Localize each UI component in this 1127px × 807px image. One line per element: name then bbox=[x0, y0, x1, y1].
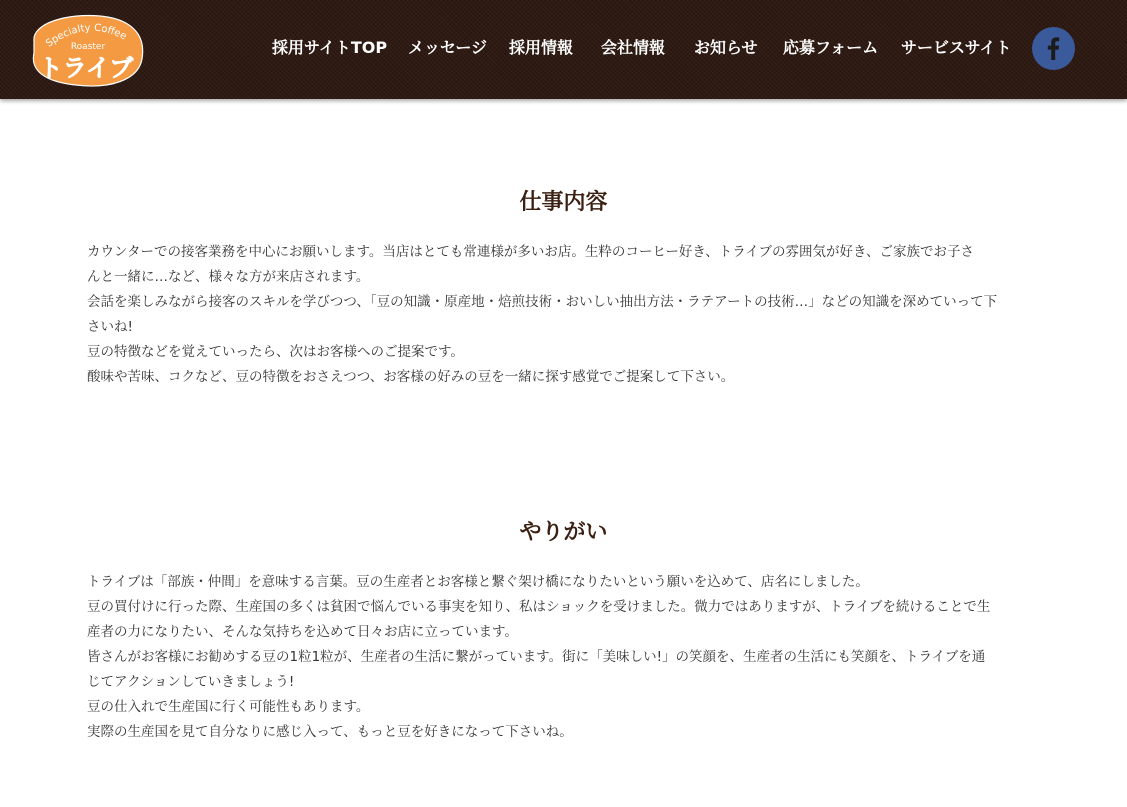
paragraph-line: 実際の生産国を見て自分なりに感じ入って、もっと豆を好きになって下さいね。 bbox=[87, 724, 573, 740]
rewarding-points-text bbox=[87, 570, 1037, 745]
nav-message[interactable]: メッセージ bbox=[408, 38, 488, 57]
paragraph-line: 皆さんがお客様にお勧めする豆の1粒1粒が、生産者の生活に繋がっています。街に「美味しい!」の笑顔を、生産者の生活にも笑顔を、トライブを通 bbox=[87, 649, 986, 665]
nav-recruitment-info[interactable]: 採用情報 bbox=[509, 38, 574, 57]
nav-recruit-top[interactable]: 採用サイトTOP bbox=[272, 38, 388, 57]
section-title-job-description: 仕事内容 bbox=[519, 190, 608, 215]
paragraph-line: 酸味や苦味、コクなど、豆の特徴をおさえつつ、お客様の好みの豆を一緒に探す感覚でご提案して下さい。 bbox=[87, 369, 735, 385]
nav-company-info[interactable]: 会社情報 bbox=[601, 38, 666, 57]
paragraph-line: さいね! bbox=[87, 319, 133, 335]
facebook-icon bbox=[1032, 27, 1075, 70]
paragraph-line: 会話を楽しみながら接客のスキルを学びつつ、「豆の知識・原産地・焙煎技術・おいしい抽出方法・ラテアートの技術…」などの知識を深めていって下 bbox=[87, 294, 998, 310]
nav-service-site[interactable]: サービスサイト bbox=[901, 38, 1012, 57]
paragraph-line: 豆の買付けに行った際、生産国の多くは貧困で悩んでいる事実を知り、私はショックを受けました。微力ではありますが、トライブを続けることで生 bbox=[87, 599, 991, 615]
paragraph-line: 産者の力になりたい、そんな気持ちを込めて日々お店に立っています。 bbox=[87, 624, 518, 640]
logo-tagline: Specialty Coffee bbox=[44, 22, 129, 50]
job-description-text bbox=[87, 240, 1037, 390]
site-header bbox=[0, 0, 1127, 99]
paragraph-line: 豆の仕入れで生産国に行く可能性もあります。 bbox=[87, 699, 370, 715]
paragraph-line: トライブは「部族・仲間」を意味する言葉。豆の生産者とお客様と繋ぐ架け橋になりたいという願いを込めて、店名にしました。 bbox=[87, 574, 869, 590]
main-nav bbox=[0, 0, 1127, 99]
section-title-rewarding-points: やりがい bbox=[519, 520, 608, 545]
facebook-button[interactable] bbox=[1032, 27, 1075, 70]
logo-brand: トライブ bbox=[38, 54, 134, 82]
paragraph-line: じてアクションしていきましょう! bbox=[87, 674, 295, 690]
nav-news[interactable]: お知らせ bbox=[694, 38, 758, 57]
paragraph-line: んと一緒に…など、様々な方が来店されます。 bbox=[87, 269, 370, 285]
paragraph-line: 豆の特徴などを覚えていったら、次はお客様へのご提案です。 bbox=[87, 344, 464, 360]
paragraph-line: カウンターでの接客業務を中心にお願いします。当店はとても常連様が多いお店。生粋のコーヒー好き、トライブの雰囲気が好き、ご家族でお子さ bbox=[87, 244, 974, 260]
nav-application-form[interactable]: 応募フォーム bbox=[783, 38, 879, 57]
logo-tagline-sub: Roaster bbox=[70, 42, 106, 52]
